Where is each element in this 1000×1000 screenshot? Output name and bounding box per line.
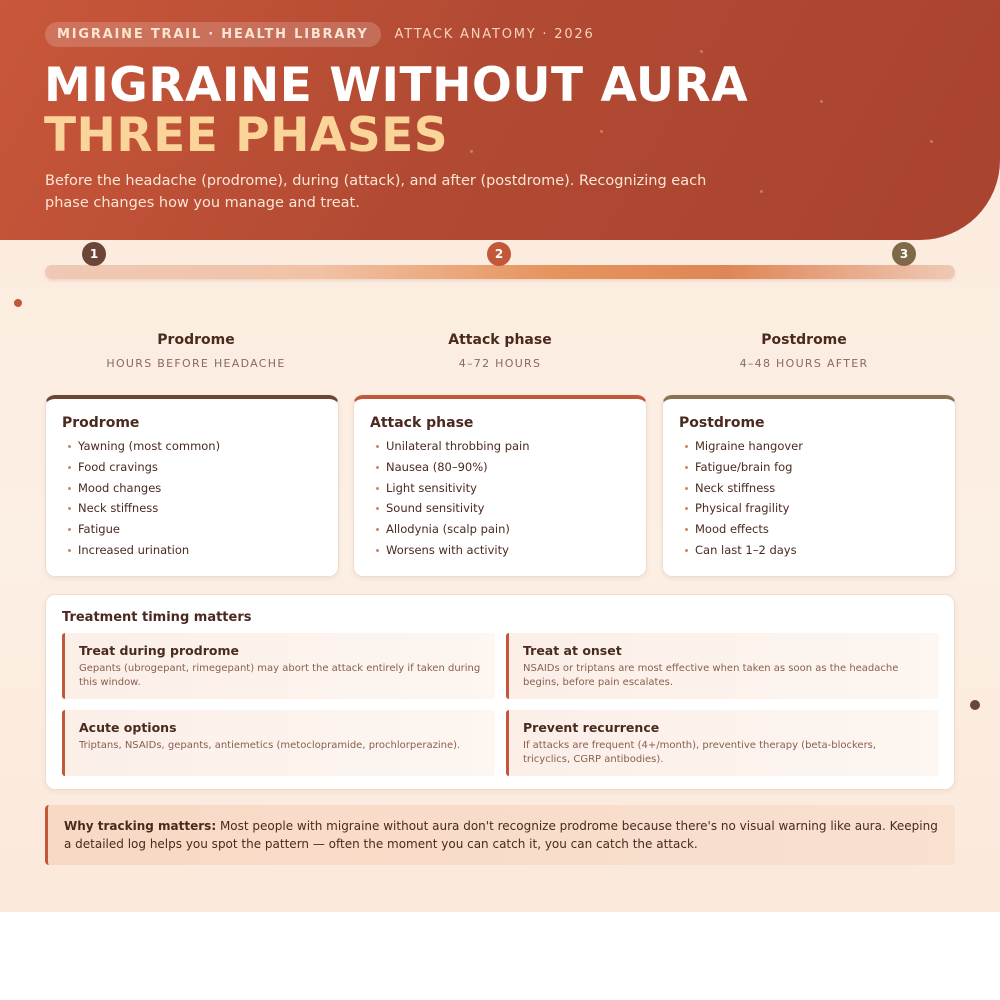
treatment-box-body: If attacks are frequent (4+/month), preventive therapy (beta-blockers, tricyclics, CGRP antibodies). bbox=[523, 740, 877, 765]
card-title: Postdrome bbox=[679, 415, 765, 431]
list-item: Fatigue/brain fog bbox=[679, 457, 939, 478]
list-item: Unilateral throbbing pain bbox=[370, 436, 630, 457]
card-postdrome bbox=[662, 395, 956, 577]
header-banner bbox=[0, 0, 1000, 240]
list-item: Nausea (80–90%) bbox=[370, 457, 630, 478]
note-label: Why tracking matters: bbox=[64, 819, 217, 833]
treatment-box-prodrome bbox=[62, 633, 495, 699]
treatment-panel bbox=[45, 594, 955, 790]
list-item: Light sensitivity bbox=[370, 478, 630, 499]
symptom-list bbox=[370, 436, 630, 561]
treatment-box-title: Acute options bbox=[79, 720, 177, 735]
page-subtitle: THREE PHASES bbox=[44, 108, 449, 163]
card-title: Attack phase bbox=[370, 415, 474, 431]
intro-text: Before the headache (prodrome), during (attack), and after (postdrome). Recognizing each phase changes how you manage and treat. bbox=[45, 173, 707, 211]
list-item: Food cravings bbox=[62, 457, 322, 478]
treatment-box-body: Gepants (ubrogepant, rimegepant) may abort the attack entirely if taken during this window. bbox=[79, 663, 481, 688]
list-item: Neck stiffness bbox=[679, 478, 939, 499]
list-item: Mood changes bbox=[62, 478, 322, 499]
list-item: Neck stiffness bbox=[62, 498, 322, 519]
timeline-track bbox=[45, 265, 955, 279]
list-item: Sound sensitivity bbox=[370, 498, 630, 519]
list-item: Mood effects bbox=[679, 519, 939, 540]
treatment-title: Treatment timing matters bbox=[62, 610, 252, 625]
treatment-box-prevent bbox=[506, 710, 939, 776]
phase-name: Prodrome bbox=[157, 332, 235, 348]
card-attack bbox=[353, 395, 647, 577]
phase-name: Attack phase bbox=[448, 332, 552, 348]
phase-name: Postdrome bbox=[761, 332, 847, 348]
list-item: Yawning (most common) bbox=[62, 436, 322, 457]
card-prodrome bbox=[45, 395, 339, 577]
treatment-box-body: NSAIDs or triptans are most effective when taken as soon as the headache begins, before pain escalates. bbox=[523, 663, 899, 688]
phase-marker-3: 3 bbox=[892, 242, 916, 266]
symptom-list bbox=[679, 436, 939, 561]
phase-heading-prodrome bbox=[46, 332, 346, 370]
treatment-box-title: Treat during prodrome bbox=[79, 643, 239, 658]
list-item: Can last 1–2 days bbox=[679, 540, 939, 561]
treatment-box-body: Triptans, NSAIDs, gepants, antiemetics (metoclopramide, prochlorperazine). bbox=[79, 740, 461, 751]
brand-pill: MIGRAINE TRAIL · HEALTH LIBRARY bbox=[45, 22, 381, 47]
card-title: Prodrome bbox=[62, 415, 140, 431]
treatment-box-acute bbox=[62, 710, 495, 776]
list-item: Migraine hangover bbox=[679, 436, 939, 457]
phase-heading-postdrome bbox=[654, 332, 954, 370]
phase-heading-attack bbox=[350, 332, 650, 370]
symptom-list bbox=[62, 436, 322, 561]
phase-marker-1: 1 bbox=[82, 242, 106, 266]
treatment-box-onset bbox=[506, 633, 939, 699]
phase-timing: 4–72 HOURS bbox=[458, 357, 542, 370]
list-item: Allodynia (scalp pain) bbox=[370, 519, 630, 540]
decor-dot-left bbox=[14, 299, 22, 307]
note-text: Most people with migraine without aura don't recognize prodrome because there's no visual warning like aura. Keeping a detailed log helps you spot the pattern — often the moment you can catch it, you can catch the attack. bbox=[64, 819, 938, 851]
page-title: MIGRAINE WITHOUT AURA bbox=[44, 58, 749, 113]
tracking-note bbox=[45, 805, 955, 865]
list-item: Worsens with activity bbox=[370, 540, 630, 561]
list-item: Increased urination bbox=[62, 540, 322, 561]
decor-dot-right bbox=[970, 700, 980, 710]
list-item: Physical fragility bbox=[679, 498, 939, 519]
phase-timing: 4–48 HOURS AFTER bbox=[739, 357, 869, 370]
treatment-box-title: Prevent recurrence bbox=[523, 720, 660, 735]
treatment-box-title: Treat at onset bbox=[523, 643, 622, 658]
phase-marker-2: 2 bbox=[487, 242, 511, 266]
header-meta: ATTACK ANATOMY · 2026 bbox=[394, 27, 595, 42]
list-item: Fatigue bbox=[62, 519, 322, 540]
phase-timing: HOURS BEFORE HEADACHE bbox=[106, 357, 286, 370]
